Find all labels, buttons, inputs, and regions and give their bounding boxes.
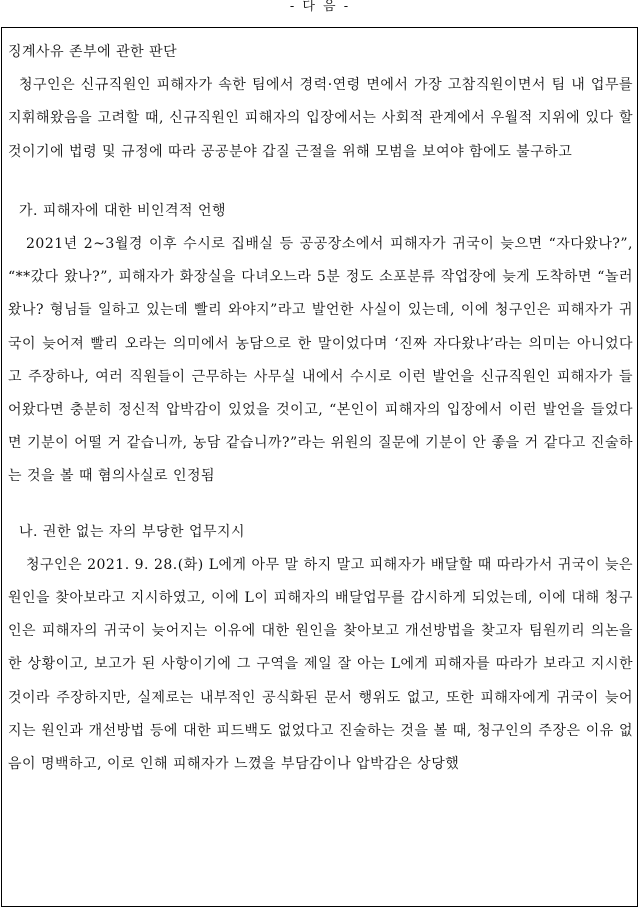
section-a-title: 가. 피해자에 대한 비인격적 언행 <box>19 202 227 219</box>
judgment-body: 청구인은 신규직원인 피해자가 속한 팀에서 경력·연령 면에서 가장 고참직원이면서 팀 내 업무를 지휘해왔음을 고려할 때, 신규직원인 피해자의 입장에서는 사회적 관계에서 우월적 지위에 있다 할 것이기에 법령 및 규정에 따라 공공분야 갑질 근절을 위해 모범을 보여야 함에도 불구하고 <box>8 77 633 160</box>
section-b-title: 나. 권한 없는 자의 부당한 업무지시 <box>19 523 246 540</box>
spacer <box>8 169 633 195</box>
judgment-title: 징계사유 존부에 관한 판단 <box>8 44 178 60</box>
section-b-body: 청구인은 2021. 9. 28.(화) L에게 아무 말 하지 말고 피해자가 배달할 때 따라가서 귀국이 늦은 원인을 찾아보라고 지시하였고, 이에 L이 피해자의 배달업무를 감시하게 되었는데, 이에 대해 청구인은 피해자의 귀국이 늦어지는 이유에 대한 원인을 찾아보고 개선방법을 찾고자 팀원끼리 의논을 한 상황이고, 보고가 된 사항이기에 그 구역을 제일 잘 아는 L에게 피해자를 따라가 보라고 지시한 것이라 주장하지만, 실제로는 내부적인 공식화된 문서 행위도 없고, 또한 피해자에게 귀국이 늦어지는 원인과 개선방법 등에 대한 피드백도 없었다고 진술하는 것을 볼 때, 청구인의 주장은 이유 없음이 명백하고, 이로 인해 피해자가 느꼈을 부담감이나 압박감은 상당했 <box>8 556 633 773</box>
section-a-body: 2021년 2~3월경 이후 수시로 집배실 등 공공장소에서 피해자가 귀국이 늦으면 “자다왔나?”, “**갔다 왔나?”, 피해자가 화장실을 다녀오느라 5분 정도 소포분류 작업장에 늦게 도착하면 “놀러왔나? 형님들 일하고 있는데 빨리 와야지”라고 발언한 사실이 있는데, 이에 청구인은 피해자가 귀국이 늦어져 빨리 오라는 의미에서 농담으로 한 말이었다며 ‘진짜 자다왔냐’라는 의미는 아니었다고 주장하나, 여러 직원들이 근무하는 사무실 내에서 수시로 이런 발언을 신규직원인 피해자가 들어왔다면 충분히 정신적 압박감이 있었을 것이고, “본인이 피해자의 입장에서 이런 발언을 들었다면 기분이 어떨 거 같습니까, 농담 같습니까?”라는 위원의 질문에 기분이 안 좋을 거 같다고 진술하는 것을 볼 때 혐의사실로 인정됨 <box>8 236 633 485</box>
spacer <box>8 494 633 516</box>
document-header: - 다 음 - <box>289 0 351 14</box>
content-box <box>1 27 638 907</box>
